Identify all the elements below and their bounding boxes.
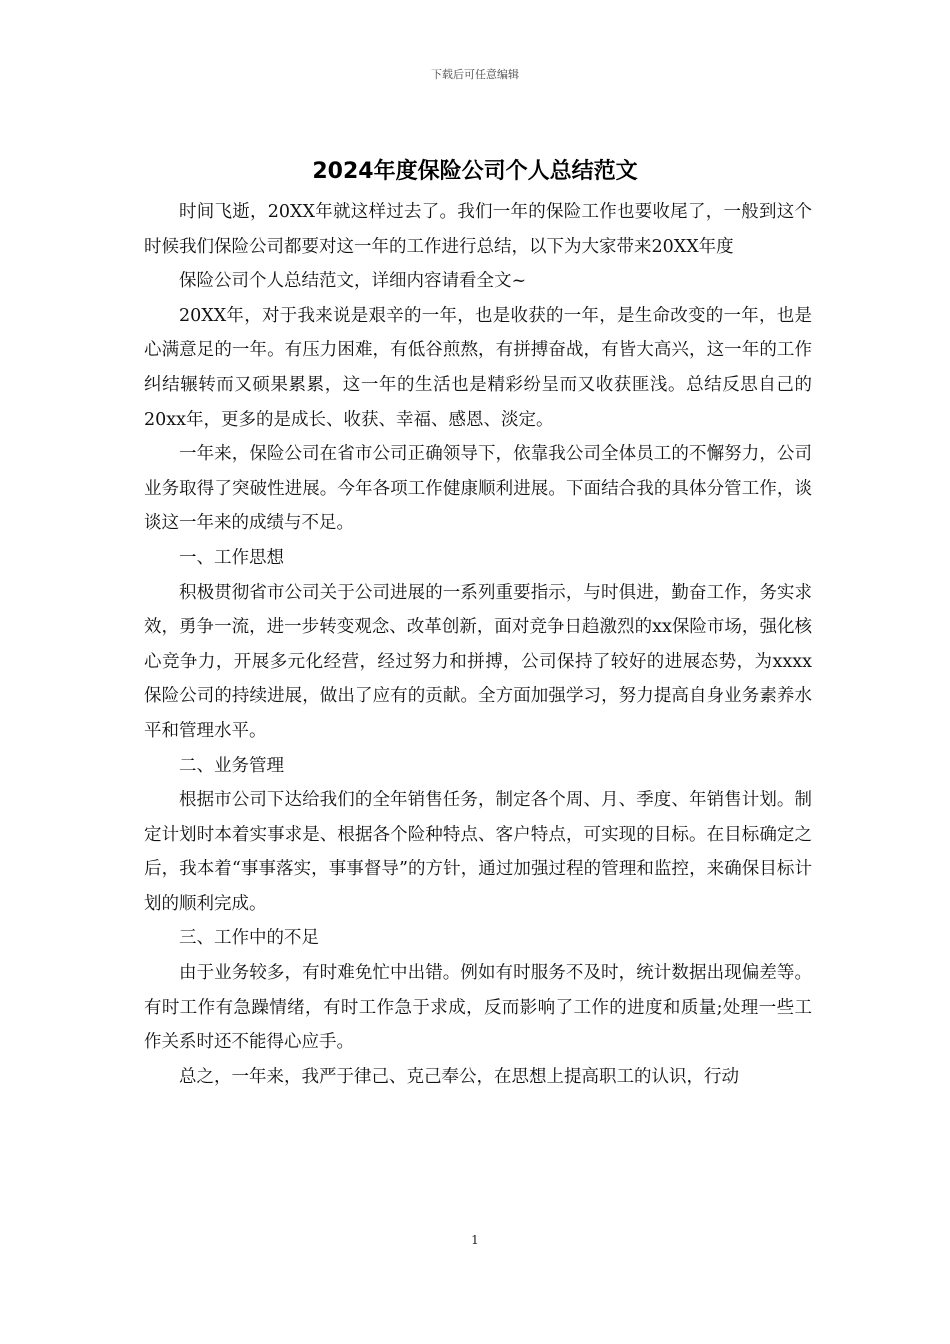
page-number: 1 (471, 1233, 479, 1247)
section-heading-business-management: 二、业务管理 (179, 755, 284, 776)
section-heading-shortcomings: 三、工作中的不足 (179, 928, 319, 949)
paragraph-business-management: 根据市公司下达给我们的全年销售任务，制定各个周、月、季度、年销售计划。制定计划时本着实事求是、根据各个险种特点、客户特点，可实现的目标。在目标确定之后，我本着“事事落实，事事督导”的方针，通过加强过程的管理和监控，来确保目标计划的顺利完成。 (144, 790, 812, 914)
paragraph-overview: 一年来，保险公司在省市公司正确领导下，依靠我公司全体员工的不懈努力，公司业务取得了突破性进展。今年各项工作健康顺利进展。下面结合我的具体分管工作，谈谈这一年来的成绩与不足。 (144, 444, 812, 534)
paragraph-shortcomings: 由于业务较多，有时难免忙中出错。例如有时服务不及时，统计数据出现偏差等。有时工作有急躁情绪，有时工作急于求成，反而影响了工作的进度和质量;处理一些工作关系时还不能得心应手。 (144, 963, 812, 1053)
document-title: 2024年度保险公司个人总结范文 (312, 159, 638, 184)
paragraph-year-review: 20XX年，对于我来说是艰辛的一年，也是收获的一年，是生命改变的一年，也是心满意足的一年。有压力困难，有低谷煎熬，有拼搏奋战，有皆大高兴，这一年的工作纠结辗转而又硕果累累，这一年的生活也是精彩纷呈而又收获匪浅。总结反思自己的20xx年，更多的是成长、收获、幸福、感恩、淡定。 (144, 305, 812, 430)
paragraph-intro: 时间飞逝，20XX年就这样过去了。我们一年的保险工作也要收尾了，一般到这个时候我们保险公司都要对这一年的工作进行总结，以下为大家带来20XX年度 (144, 202, 812, 257)
page-header: 下载后可任意编辑 (431, 68, 519, 81)
section-heading-work-thought: 一、工作思想 (179, 547, 284, 568)
paragraph-intro-continued: 保险公司个人总结范文，详细内容请看全文~ (179, 271, 527, 292)
document-body (144, 195, 812, 1094)
paragraph-work-thought: 积极贯彻省市公司关于公司进展的一系列重要指示，与时俱进，勤奋工作，务实求效，勇争一流，进一步转变观念、改革创新，面对竞争日趋激烈的xx保险市场，强化核心竞争力，开展多元化经营，经过努力和拼搏，公司保持了较好的进展态势，为xxxx保险公司的持续进展，做出了应有的贡献。全方面加强学习，努力提高自身业务素养水平和管理水平。 (144, 582, 812, 741)
paragraph-summary: 总之，一年来，我严于律己、克己奉公，在思想上提高职工的认识，行动 (179, 1066, 739, 1087)
